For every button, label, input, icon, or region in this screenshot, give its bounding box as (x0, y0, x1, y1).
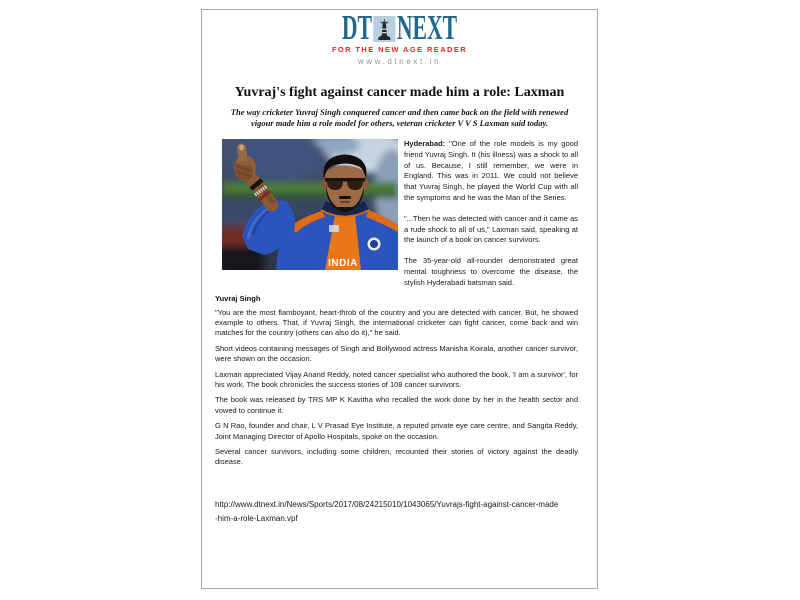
masthead-website-url: www.dtnext.in (357, 57, 442, 66)
masthead-tagline: FOR THE NEW AGE READER (331, 45, 468, 54)
photo-caption: Yuvraj Singh (215, 293, 261, 303)
masthead (202, 7, 597, 66)
lighthouse-icon (373, 16, 395, 42)
column-paragraph: "...Then he was detected with cancer and it came as a rude shock to all of us," Laxman said, speaking at the launch of a book on cancer survivors. (404, 213, 578, 245)
article-subheadline: The way cricketer Yuvraj Singh conquered cancer and then came back on the field with renewed vigour made him a role model for others, veteran cricketer V V S Laxman said today. (230, 107, 569, 128)
article-page (201, 9, 598, 589)
column-paragraph: The 35-year-old all-rounder demonstrated great mental toughness to overcome the disease, the stylish Hyderabadi batsman said. (404, 256, 578, 287)
body-paragraphs (215, 308, 578, 468)
article-body (215, 139, 578, 526)
dateline: Hyderabad: (404, 139, 446, 148)
photo-side-column (404, 139, 578, 289)
body-paragraph: Several cancer survivors, including some children, recounted their stories of victory against the deadly disease. (215, 447, 578, 467)
source-url: http://www.dtnext.in/News/Sports/2017/08/24215010/1043065/Yuvrajs-fight-against-cancer-made-him-a-role-Laxman.vpf (215, 499, 559, 523)
dtnext-logo (277, 7, 522, 47)
body-paragraph: Short videos containing messages of Singh and Bollywood actress Manisha Koirala, another cancer survivor, were shown on the occasion. (215, 343, 578, 364)
photo-text-row (215, 139, 578, 289)
body-paragraph: Laxman appreciated Vijay Anand Reddy, noted cancer specialist who authored the book, 'I am a survivor', for his work. The book chronicles the success stories of 108 cancer survivors. (215, 369, 578, 389)
body-paragraph: G N Rao, founder and chair, L V Prasad Eye Institute, a reputed private eye care centre, and Sangita Reddy, Joint Managing Director of Apollo Hospitals, spoke on the occasion. (215, 421, 578, 441)
yuvraj-singh-photo (222, 139, 398, 270)
article-headline: Yuvraj's fight against cancer made him a role: Laxman (234, 85, 565, 100)
lead-text: "One of the role models is my good friend Yuvraj Singh. It (his illness) was a shock to all of us. Because, I still remember, we were in England. This was in 2011. We could not believe that Yuvraj Singh, he played the World Cup with all the symptoms and he was the Man of the Series. (404, 139, 578, 202)
lead-paragraph (404, 139, 578, 204)
svg-text:INDIA: INDIA (328, 258, 358, 269)
body-paragraph: "You are the most flamboyant, heart-throb of the country and you are detected with cancer. But, he showed example to others. That, if Yuvraj Singh, the international cricketer can fight cancer, come back and win matches for the country (others can also do it)," he said. (215, 307, 578, 338)
logo-dt-text: DT (341, 7, 373, 47)
body-paragraph: The book was released by TRS MP K Kavitha who recalled the work done by her in the health sector and vowed to continue it. (215, 395, 578, 415)
logo-next-text: NEXT (396, 7, 458, 47)
